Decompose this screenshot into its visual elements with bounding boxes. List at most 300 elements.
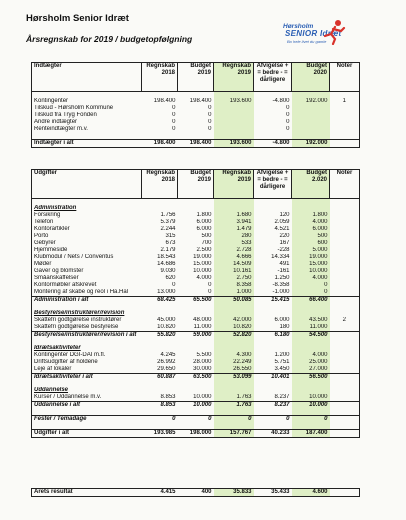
cell-note bbox=[330, 212, 360, 219]
section-title-cell bbox=[330, 205, 360, 212]
section-title bbox=[32, 310, 142, 317]
cell-note bbox=[330, 489, 360, 497]
cell-b2020: 54.500 bbox=[292, 332, 330, 340]
cell-b2020: 6.000 bbox=[292, 226, 330, 233]
row-label: Kontorartikler bbox=[34, 226, 70, 232]
cell-r2019: 4.666 bbox=[214, 254, 254, 261]
expense-table bbox=[31, 169, 360, 438]
cell-r2018: 13.000 bbox=[157, 289, 176, 295]
expense-row bbox=[32, 212, 360, 219]
cell-b2020: 15.000 bbox=[292, 261, 330, 268]
expense-row bbox=[32, 275, 360, 282]
cell-note bbox=[330, 359, 360, 366]
section-subtotal-row bbox=[32, 332, 360, 340]
logo-line2: SENIOR Idræt bbox=[285, 29, 342, 38]
cell-afv: 1.200 bbox=[274, 352, 290, 358]
row-label: Indtægter i alt bbox=[32, 140, 142, 148]
cell-r2019 bbox=[214, 126, 254, 133]
cell-b2019: 19.000 bbox=[193, 254, 212, 260]
section-title-cell bbox=[214, 205, 254, 212]
row-label: Udgifter i alt bbox=[32, 430, 142, 438]
cell-b2019: 400 bbox=[178, 489, 214, 497]
section-title-cell bbox=[292, 310, 330, 317]
cell-note bbox=[330, 374, 360, 382]
expense-row bbox=[32, 366, 360, 374]
cell-afv: 4.521 bbox=[274, 226, 290, 232]
row-label: Tilskud - Hørsholm Kommune bbox=[34, 105, 114, 111]
cell-b2020 bbox=[292, 126, 330, 133]
section-title-cell bbox=[292, 205, 330, 212]
row-label: Andre indtægter bbox=[34, 119, 78, 125]
row-label: Kurser / Uddannelse m.v. bbox=[34, 394, 102, 400]
column-header-budget2020: Budget 2.020 bbox=[292, 170, 330, 199]
cell-r2018: 2.244 bbox=[160, 226, 176, 232]
cell-note bbox=[330, 140, 360, 148]
cell-r2018: 5.379 bbox=[160, 219, 176, 225]
section-title-cell bbox=[254, 387, 292, 394]
cell-note bbox=[330, 219, 360, 226]
section-title bbox=[32, 387, 142, 394]
cell-b2020 bbox=[292, 112, 330, 119]
income-row bbox=[32, 119, 360, 126]
cell-afv: 0 bbox=[254, 416, 292, 424]
cell-b2019: 0 bbox=[208, 289, 212, 295]
cell-r2019: 10.161 bbox=[214, 268, 254, 275]
cell-afv: 1.250 bbox=[274, 275, 290, 281]
expense-row bbox=[32, 394, 360, 402]
logo-tagline: Bo hele livet du gamle bbox=[287, 39, 327, 44]
cell-note bbox=[330, 247, 360, 254]
cell-r2018: 193.985 bbox=[142, 430, 178, 438]
cell-b2019: 0 bbox=[208, 282, 212, 288]
cell-b2019: 198.400 bbox=[178, 140, 214, 148]
cell-r2018: 673 bbox=[165, 240, 176, 246]
section-title bbox=[32, 345, 142, 352]
cell-b2019: 700 bbox=[201, 240, 212, 246]
section-title-cell bbox=[254, 310, 292, 317]
cell-b2019: 28.000 bbox=[193, 359, 212, 365]
section-title-cell bbox=[178, 310, 214, 317]
cell-r2019: 1.000 bbox=[214, 289, 254, 297]
expense-row bbox=[32, 352, 360, 359]
cell-afv: 6.180 bbox=[254, 332, 292, 340]
section-title-cell bbox=[142, 310, 178, 317]
result-table bbox=[31, 488, 360, 497]
column-header-noter: Noter bbox=[330, 63, 360, 92]
cell-afv: 6.000 bbox=[274, 317, 290, 323]
cell-r2019: 2.750 bbox=[214, 275, 254, 282]
row-label: Telefon bbox=[34, 219, 54, 225]
page-title: Hørsholm Senior Idræt bbox=[26, 13, 129, 24]
income-row bbox=[32, 105, 360, 112]
cell-b2020: 600 bbox=[292, 240, 330, 247]
cell-r2019: 8.358 bbox=[214, 282, 254, 289]
cell-r2019: 14.509 bbox=[214, 261, 254, 268]
cell-b2019: 198.000 bbox=[178, 430, 214, 438]
section-title-cell bbox=[254, 345, 292, 352]
cell-b2020: 56.500 bbox=[292, 374, 330, 382]
cell-r2018: 9.030 bbox=[160, 268, 176, 274]
cell-b2019: 0 bbox=[178, 416, 214, 424]
cell-r2018: 0 bbox=[172, 119, 176, 125]
cell-b2020: 66.400 bbox=[292, 297, 330, 305]
cell-afv: 0 bbox=[286, 112, 290, 118]
cell-afv: 14.334 bbox=[271, 254, 290, 260]
cell-afv: 3.450 bbox=[274, 366, 290, 372]
expense-row bbox=[32, 240, 360, 247]
cell-afv: 167 bbox=[279, 240, 290, 246]
cell-r2019: 1.763 bbox=[214, 402, 254, 410]
section-title-cell bbox=[142, 205, 178, 212]
row-label: Driftsudgifter af holdene bbox=[34, 359, 98, 365]
club-logo bbox=[283, 19, 353, 51]
row-label: Årets resultat bbox=[32, 489, 142, 497]
section-title-row bbox=[32, 205, 360, 212]
cell-note: 1 bbox=[342, 98, 346, 104]
cell-r2018: 45.000 bbox=[157, 317, 176, 323]
cell-afv: 8.237 bbox=[274, 394, 290, 400]
table-header-row bbox=[32, 63, 360, 92]
row-label: Skattefri godtgørelse bestyrelse bbox=[34, 324, 119, 330]
cell-r2018: 1.756 bbox=[160, 212, 176, 218]
cell-afv: 35.433 bbox=[254, 489, 292, 497]
cell-r2018: 60.887 bbox=[142, 374, 178, 382]
cell-b2019: 0 bbox=[208, 119, 212, 125]
cell-afv: 180 bbox=[279, 324, 290, 330]
cell-r2019: 35.833 bbox=[214, 489, 254, 497]
cell-r2019: 53.099 bbox=[214, 374, 254, 382]
cell-r2018: 198.400 bbox=[153, 98, 176, 104]
cell-note bbox=[330, 297, 360, 305]
cell-r2019: 26.550 bbox=[214, 366, 254, 374]
cell-b2019: 30.000 bbox=[193, 366, 212, 372]
cell-r2018: 4.415 bbox=[142, 489, 178, 497]
expense-row bbox=[32, 247, 360, 254]
cell-note bbox=[330, 352, 360, 359]
income-table bbox=[31, 62, 360, 148]
cell-note bbox=[330, 275, 360, 282]
cell-r2018: 8.853 bbox=[160, 394, 176, 400]
cell-afv: 120 bbox=[279, 212, 290, 218]
cell-b2020: 10.000 bbox=[292, 268, 330, 275]
cell-b2019: 63.500 bbox=[178, 374, 214, 382]
column-header-noter: Noter bbox=[330, 170, 360, 199]
cell-note bbox=[330, 394, 360, 402]
cell-afv: 220 bbox=[279, 233, 290, 239]
cell-b2019: 0 bbox=[208, 126, 212, 132]
cell-r2019: 157.767 bbox=[214, 430, 254, 438]
cell-r2019: 193.600 bbox=[214, 140, 254, 148]
row-label: Idrætsaktiviteter i alt bbox=[32, 374, 142, 382]
row-label: Porto bbox=[34, 233, 49, 239]
cell-r2019 bbox=[214, 112, 254, 119]
cell-r2018: 198.400 bbox=[142, 140, 178, 148]
cell-r2018: 0 bbox=[172, 282, 176, 288]
cell-note bbox=[330, 324, 360, 332]
row-label: Småanskaffelser bbox=[34, 275, 79, 281]
section-title-cell bbox=[214, 310, 254, 317]
row-label: Kontingenter bbox=[34, 98, 69, 104]
cell-b2020: 192.000 bbox=[292, 98, 330, 105]
cell-b2019: 5.500 bbox=[196, 352, 212, 358]
section-title-cell bbox=[292, 345, 330, 352]
cell-r2019 bbox=[214, 105, 254, 112]
cell-r2019: 193.600 bbox=[214, 98, 254, 105]
cell-afv: 491 bbox=[279, 261, 290, 267]
cell-note bbox=[330, 366, 360, 374]
column-header-budget2019: Budget 2019 bbox=[178, 63, 214, 92]
cell-note bbox=[330, 105, 360, 112]
cell-r2018: 0 bbox=[172, 126, 176, 132]
section-title bbox=[32, 205, 142, 212]
cell-afv: -1.000 bbox=[272, 289, 290, 295]
cell-r2019: 280 bbox=[214, 233, 254, 240]
cell-afv: 8.237 bbox=[254, 402, 292, 410]
column-header-afvigelse: Afvigelse + = bedre - = dårligere bbox=[254, 63, 292, 92]
cell-b2020: 4.600 bbox=[292, 489, 330, 497]
column-header-afvigelse: Afvigelse + = bedre - = dårligere bbox=[254, 170, 292, 199]
cell-r2018: 0 bbox=[172, 105, 176, 111]
row-label: Gaver og blomster bbox=[34, 268, 84, 274]
cell-b2020: 187.400 bbox=[292, 430, 330, 438]
cell-b2020: 11.000 bbox=[292, 324, 330, 332]
cell-afv: 2.059 bbox=[274, 219, 290, 225]
cell-b2019: 15.000 bbox=[193, 261, 212, 267]
row-label: Forsikring bbox=[34, 212, 61, 218]
cell-note bbox=[330, 268, 360, 275]
cell-b2020: 0 bbox=[292, 282, 330, 289]
section-title-cell bbox=[254, 205, 292, 212]
cell-note bbox=[330, 112, 360, 119]
cell-r2018: 4.245 bbox=[160, 352, 176, 358]
section-subtotal-row bbox=[32, 297, 360, 305]
row-label: Montering af skabe og reol i Ha.Hal bbox=[34, 289, 129, 295]
cell-r2019: 3.941 bbox=[214, 219, 254, 226]
fester-row bbox=[32, 416, 360, 424]
section-title-cell bbox=[142, 387, 178, 394]
column-header-regnskab2019: Regnskab 2019 bbox=[214, 170, 254, 199]
cell-r2019: 1.763 bbox=[214, 394, 254, 402]
cell-r2018: 68.425 bbox=[142, 297, 178, 305]
cell-afv: 0 bbox=[286, 105, 290, 111]
result-row bbox=[32, 489, 360, 497]
cell-b2020: 10.000 bbox=[292, 402, 330, 410]
cell-b2019: 65.500 bbox=[178, 297, 214, 305]
section-title-cell bbox=[330, 310, 360, 317]
section-title-cell bbox=[214, 345, 254, 352]
cell-b2020: 43.500 bbox=[292, 317, 330, 324]
income-row bbox=[32, 98, 360, 105]
expense-row bbox=[32, 254, 360, 261]
cell-afv: 0 bbox=[286, 119, 290, 125]
cell-r2018: 0 bbox=[172, 112, 176, 118]
row-label: Bestyrelse/instruktører/revision i alt bbox=[32, 332, 142, 340]
cell-b2020: 0 bbox=[292, 416, 330, 424]
cell-afv: -4.800 bbox=[272, 98, 290, 104]
row-label: Gebyrer bbox=[34, 240, 56, 246]
cell-note bbox=[330, 240, 360, 247]
cell-b2019: 59.000 bbox=[178, 332, 214, 340]
section-title-row bbox=[32, 387, 360, 394]
cell-b2019: 10.000 bbox=[193, 268, 212, 274]
cell-b2020: 27.000 bbox=[292, 366, 330, 374]
row-label: Hjemmeside bbox=[34, 247, 68, 253]
cell-r2019: 10.820 bbox=[214, 324, 254, 332]
cell-r2018: 29.650 bbox=[157, 366, 176, 372]
cell-note bbox=[330, 332, 360, 340]
expense-row bbox=[32, 226, 360, 233]
cell-b2019: 198.400 bbox=[189, 98, 212, 104]
section-title-text: Uddannelse bbox=[34, 387, 69, 393]
cell-note: 2 bbox=[342, 317, 346, 323]
cell-afv: -161 bbox=[277, 268, 290, 274]
table-heading: Indtægter bbox=[32, 63, 142, 92]
cell-b2019: 11.000 bbox=[193, 324, 212, 330]
section-title-cell bbox=[178, 387, 214, 394]
cell-b2019: 1.800 bbox=[196, 212, 212, 218]
row-label: Administration i alt bbox=[32, 297, 142, 305]
table-header-row bbox=[32, 170, 360, 199]
column-header-regnskab: Regnskab 2018 bbox=[142, 170, 178, 199]
cell-r2018: 55.820 bbox=[142, 332, 178, 340]
section-title-text: Bestyrelse/instruktører/revision bbox=[34, 310, 125, 316]
cell-b2020: 1.800 bbox=[292, 212, 330, 219]
cell-b2019: 4.000 bbox=[196, 275, 212, 281]
section-title-cell bbox=[292, 387, 330, 394]
cell-note bbox=[330, 233, 360, 240]
cell-b2020: 4.000 bbox=[292, 275, 330, 282]
column-header-budget2019: Budget 2019 bbox=[178, 170, 214, 199]
row-label: Klubmodul / Nets / Conventus bbox=[34, 254, 114, 260]
table-heading: Udgifter bbox=[32, 170, 142, 199]
income-row bbox=[32, 126, 360, 133]
cell-r2018: 10.820 bbox=[157, 324, 176, 330]
cell-b2019: 48.000 bbox=[193, 317, 212, 323]
cell-r2018: 26.992 bbox=[157, 359, 176, 365]
expense-row bbox=[32, 282, 360, 289]
cell-afv: 10.401 bbox=[254, 374, 292, 382]
cell-r2019 bbox=[214, 119, 254, 126]
row-label: Kontingenter DGI-DAI m.fl. bbox=[34, 352, 106, 358]
section-title-cell bbox=[330, 345, 360, 352]
cell-b2020: 5.000 bbox=[292, 247, 330, 254]
cell-note bbox=[330, 282, 360, 289]
cell-r2019: 52.820 bbox=[214, 332, 254, 340]
cell-b2019: 10.000 bbox=[193, 394, 212, 400]
cell-note bbox=[330, 416, 360, 424]
cell-note bbox=[330, 126, 360, 133]
cell-r2019: 533 bbox=[214, 240, 254, 247]
cell-r2019: 4.300 bbox=[214, 352, 254, 359]
cell-note bbox=[330, 289, 360, 297]
cell-b2019: 6.000 bbox=[196, 226, 212, 232]
expense-row bbox=[32, 317, 360, 324]
row-label: Tilskud fra Tryg Fonden bbox=[34, 112, 97, 118]
expense-row bbox=[32, 219, 360, 226]
cell-afv: 5.751 bbox=[274, 359, 290, 365]
cell-r2018: 620 bbox=[165, 275, 176, 281]
cell-note bbox=[330, 261, 360, 268]
section-title-cell bbox=[178, 345, 214, 352]
section-title-text: Administration bbox=[34, 205, 77, 211]
logo-line1: Hørsholm bbox=[283, 23, 314, 30]
cell-b2020 bbox=[292, 105, 330, 112]
column-header-regnskab: Regnskab 2018 bbox=[142, 63, 178, 92]
cell-b2020: 19.000 bbox=[292, 254, 330, 261]
cell-note bbox=[330, 119, 360, 126]
cell-r2019: 22.249 bbox=[214, 359, 254, 366]
row-label: Skattefri godtgørelse instruktører bbox=[34, 317, 122, 323]
row-label: Møder bbox=[34, 261, 52, 267]
cell-b2019: 2.500 bbox=[196, 247, 212, 253]
cell-r2019: 1.479 bbox=[214, 226, 254, 233]
cell-r2018: 14.686 bbox=[157, 261, 176, 267]
cell-b2019: 500 bbox=[201, 233, 212, 239]
cell-b2019: 10.000 bbox=[178, 402, 214, 410]
cell-afv: 40.233 bbox=[254, 430, 292, 438]
cell-b2020: 192.000 bbox=[292, 140, 330, 148]
row-label: Uddannelse i alt bbox=[32, 402, 142, 410]
cell-b2020: 25.000 bbox=[292, 359, 330, 366]
column-header-budget2020: Budget 2020 bbox=[292, 63, 330, 92]
expense-row bbox=[32, 233, 360, 240]
section-title-row bbox=[32, 310, 360, 317]
cell-b2020: 0 bbox=[292, 289, 330, 297]
cell-r2018: 2.179 bbox=[160, 247, 176, 253]
cell-r2019: 2.728 bbox=[214, 247, 254, 254]
cell-b2019: 0 bbox=[208, 105, 212, 111]
section-title-cell bbox=[330, 387, 360, 394]
income-row bbox=[32, 112, 360, 119]
section-title-cell bbox=[142, 345, 178, 352]
income-total-row bbox=[32, 140, 360, 148]
cell-b2020 bbox=[292, 119, 330, 126]
cell-afv: -8.358 bbox=[272, 282, 290, 288]
expense-row bbox=[32, 261, 360, 268]
cell-b2019: 6.000 bbox=[196, 219, 212, 225]
cell-r2018: 8.853 bbox=[142, 402, 178, 410]
cell-afv: 0 bbox=[286, 126, 290, 132]
cell-r2019: 1.680 bbox=[214, 212, 254, 219]
cell-r2018: 315 bbox=[165, 233, 176, 239]
cell-r2019: 0 bbox=[214, 416, 254, 424]
runner-figure-icon bbox=[321, 19, 347, 45]
section-subtotal-row bbox=[32, 374, 360, 382]
cell-note bbox=[330, 402, 360, 410]
section-subtotal-row bbox=[32, 402, 360, 410]
cell-r2018: 0 bbox=[142, 416, 178, 424]
cell-r2019: 50.085 bbox=[214, 297, 254, 305]
cell-b2019: 0 bbox=[208, 112, 212, 118]
column-header-regnskab2019: Regnskab 2019 bbox=[214, 63, 254, 92]
row-label: Kontormøbler afskrevet bbox=[34, 282, 97, 288]
section-title-row bbox=[32, 345, 360, 352]
row-label: Renteindtægter m.v. bbox=[34, 126, 88, 132]
cell-note bbox=[330, 430, 360, 438]
cell-note bbox=[330, 254, 360, 261]
cell-b2020: 4.000 bbox=[292, 352, 330, 359]
section-title-cell bbox=[214, 387, 254, 394]
cell-afv: 15.415 bbox=[254, 297, 292, 305]
cell-r2018: 18.543 bbox=[157, 254, 176, 260]
expense-row bbox=[32, 289, 360, 297]
cell-b2020: 10.000 bbox=[292, 394, 330, 402]
row-label: Fester / Temadage bbox=[32, 416, 142, 424]
row-label: Leje af lokaler bbox=[34, 366, 72, 372]
cell-afv: -4.800 bbox=[254, 140, 292, 148]
expense-row bbox=[32, 359, 360, 366]
expense-row bbox=[32, 324, 360, 332]
